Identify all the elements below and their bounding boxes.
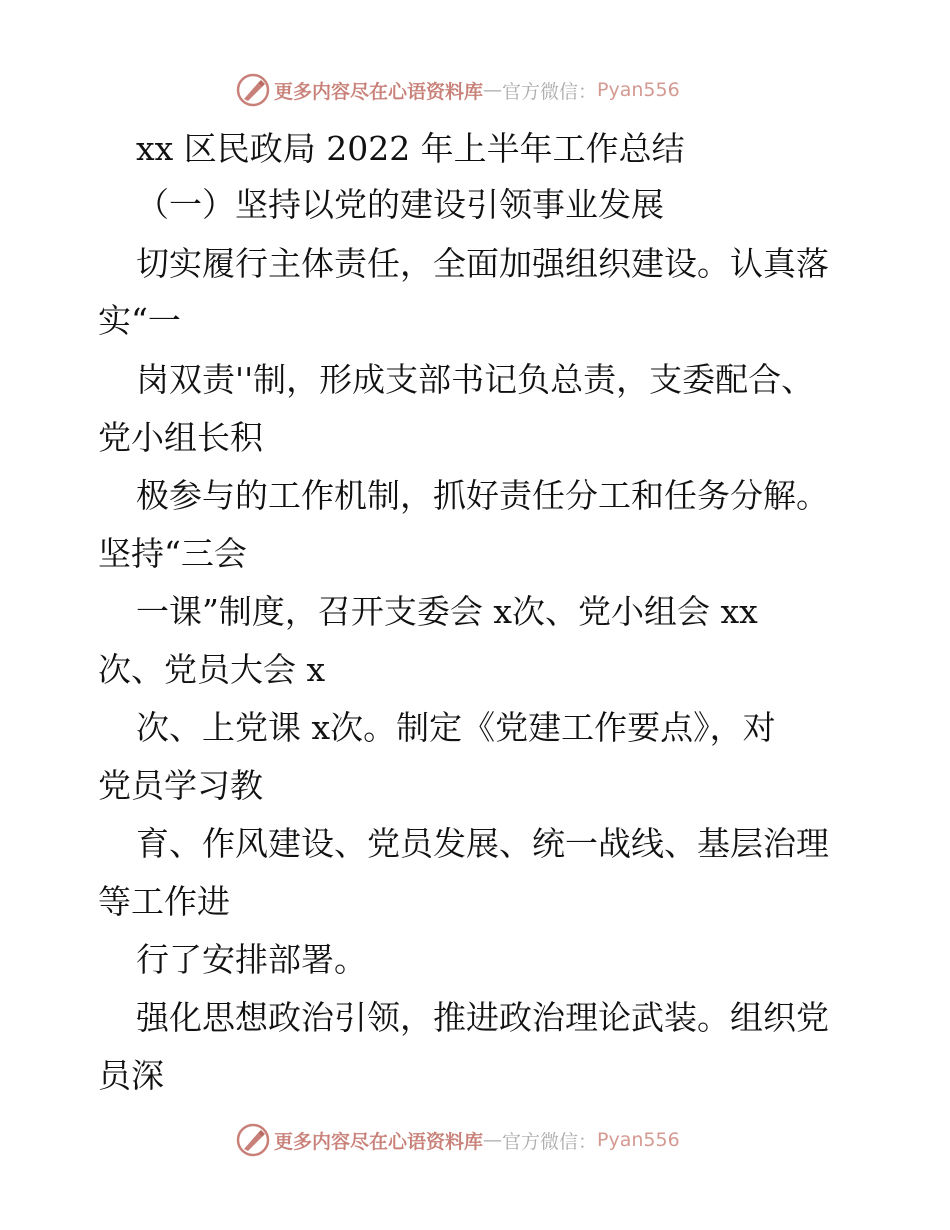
paragraph-line: 极参与的工作机制，抓好责任分工和任务分解。 — [136, 476, 829, 515]
paragraph-line: 等工作进 — [98, 882, 230, 921]
watermark-wechat-id: Pyan556 — [597, 1129, 680, 1151]
paragraph-line: 员深 — [98, 1056, 164, 1095]
paragraph-line: 行了安排部署。 — [136, 940, 367, 979]
watermark-wechat-label: 官方微信： — [502, 1130, 598, 1153]
paragraph-line: 岗双责''制，形成支部书记负总责，支委配合、 — [136, 360, 815, 399]
pen-logo-icon — [236, 1123, 270, 1157]
paragraph-line: 育、作风建设、党员发展、统一战线、基层治理 — [136, 824, 829, 863]
paragraph-line: 实“一 — [98, 301, 181, 340]
paragraph-line: 坚持“三会 — [98, 534, 247, 573]
watermark-text: 更多内容尽在心语资料库 — [274, 80, 484, 103]
watermark-wechat-id: Pyan556 — [597, 79, 680, 101]
section-heading: （一）坚持以党的建设引领事业发展 — [136, 185, 664, 224]
paragraph-line: 次、党员大会 x — [98, 650, 326, 689]
paragraph-line: 强化思想政治引领，推进政治理论武装。组织党 — [136, 998, 829, 1037]
watermark-footer — [236, 1122, 680, 1158]
watermark-wechat-label: 官方微信： — [502, 80, 598, 103]
watermark-dash: — — [483, 79, 503, 101]
paragraph-line: 一课”制度，召开支委会 x次、党小组会 xx — [136, 592, 758, 631]
watermark-dash: — — [483, 1129, 503, 1151]
watermark-text: 更多内容尽在心语资料库 — [274, 1130, 484, 1153]
document-title: xx 区民政局 2022 年上半年工作总结 — [136, 129, 685, 168]
paragraph-line: 党员学习教 — [98, 766, 263, 805]
pen-logo-icon — [236, 73, 270, 107]
watermark-header — [236, 72, 680, 108]
paragraph-line: 切实履行主体责任，全面加强组织建设。认真落 — [136, 244, 829, 283]
paragraph-line: 次、上党课 x次。制定《党建工作要点》，对 — [136, 708, 776, 747]
paragraph-line: 党小组长积 — [98, 418, 263, 457]
